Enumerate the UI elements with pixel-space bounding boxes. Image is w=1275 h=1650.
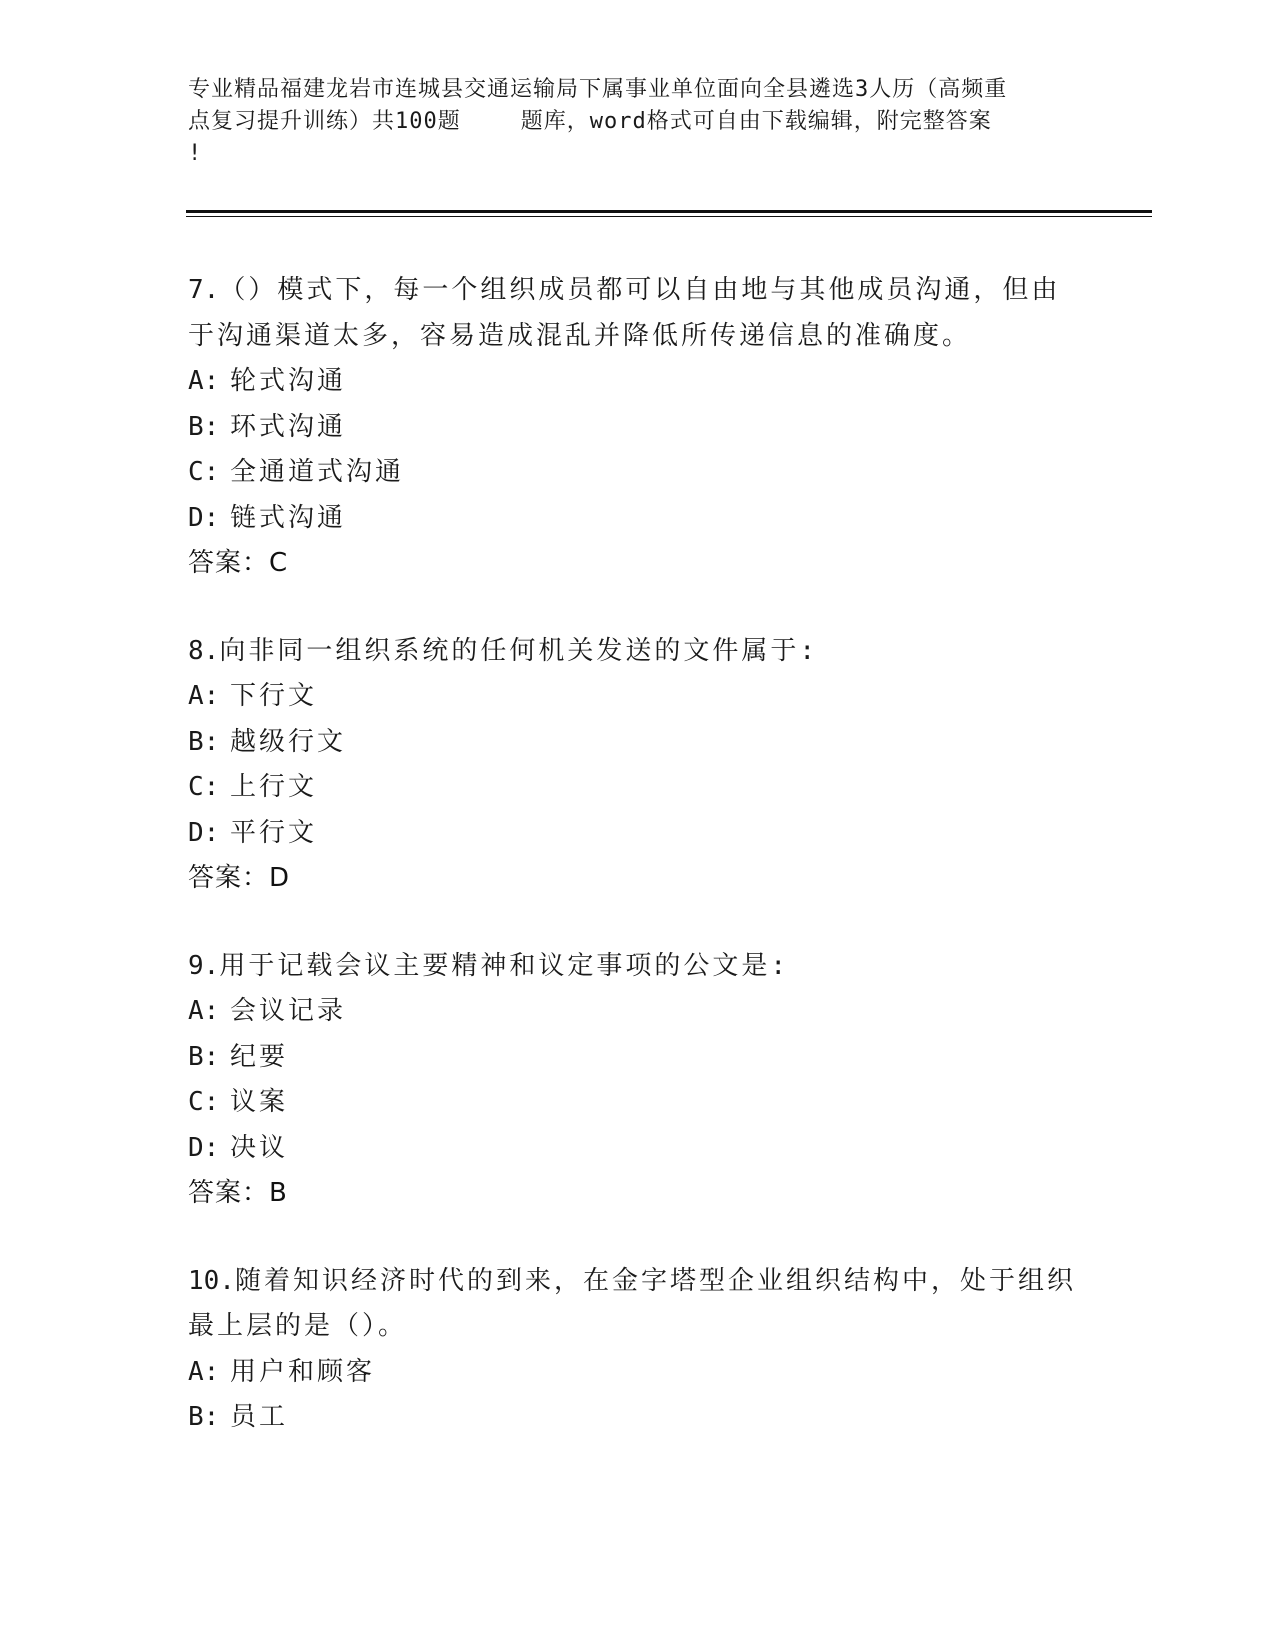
option-key: A: bbox=[188, 996, 220, 1026]
answer-line: 答案：D bbox=[188, 863, 291, 893]
option-text: 链式沟通 bbox=[230, 502, 347, 533]
option-c bbox=[188, 450, 1088, 496]
question-stem-text: 随着知识经济时代的到来，在金字塔型企业组织结构中，处于组织 bbox=[234, 1265, 1076, 1296]
option-key: A: bbox=[188, 681, 220, 711]
option-text: 平行文 bbox=[230, 817, 318, 848]
option-a bbox=[188, 674, 1088, 720]
option-d bbox=[188, 1126, 1088, 1172]
option-text: 用户和顾客 bbox=[230, 1356, 376, 1387]
header-line-2 bbox=[188, 106, 1088, 138]
option-b bbox=[188, 405, 1088, 451]
option-text: 纪要 bbox=[230, 1041, 289, 1072]
option-text: 会议记录 bbox=[230, 996, 347, 1026]
option-b bbox=[188, 1395, 1088, 1441]
option-key: C: bbox=[188, 1087, 220, 1117]
question-10 bbox=[188, 1259, 1088, 1441]
option-text: 下行文 bbox=[230, 681, 318, 711]
option-text: 环式沟通 bbox=[230, 411, 347, 442]
option-key: C: bbox=[188, 772, 220, 802]
header-divider-thick bbox=[186, 210, 1152, 213]
option-key: D: bbox=[188, 817, 220, 848]
option-c bbox=[188, 765, 1088, 811]
header-line-1: 专业精品福建龙岩市连城县交通运输局下属事业单位面向全县遴选3人历（高频重 bbox=[188, 77, 1008, 102]
question-stem-line bbox=[188, 1259, 1088, 1305]
question-stem-line: 最上层的是（）。 bbox=[188, 1311, 408, 1341]
option-b bbox=[188, 1035, 1088, 1081]
question-7 bbox=[188, 268, 1088, 587]
option-b bbox=[188, 720, 1088, 766]
option-text: 决议 bbox=[230, 1132, 289, 1163]
question-9 bbox=[188, 944, 1088, 1217]
header-line-3: ! bbox=[188, 141, 203, 166]
question-number: 10. bbox=[188, 1265, 235, 1296]
option-a bbox=[188, 1350, 1088, 1396]
option-key: D: bbox=[188, 502, 220, 533]
option-d bbox=[188, 496, 1088, 542]
header-line-2-part-2: 题库，word格式可自由下载编辑，附完整答案 bbox=[520, 109, 992, 134]
question-number: 9. bbox=[188, 950, 220, 981]
option-a bbox=[188, 989, 1088, 1035]
option-key: B: bbox=[188, 1041, 220, 1072]
option-key: B: bbox=[188, 726, 220, 757]
option-text: 越级行文 bbox=[230, 726, 347, 757]
option-key: A: bbox=[188, 1356, 220, 1387]
option-key: B: bbox=[188, 1402, 220, 1432]
question-8 bbox=[188, 629, 1088, 902]
question-number: 8. bbox=[188, 635, 220, 666]
option-key: C: bbox=[188, 457, 220, 487]
option-text: 议案 bbox=[230, 1087, 289, 1117]
answer-line: 答案：B bbox=[188, 1178, 288, 1208]
answer-line: 答案：C bbox=[188, 548, 289, 578]
option-key: D: bbox=[188, 1132, 220, 1163]
question-stem-text: （）模式下，每一个组织成员都可以自由地与其他成员沟通，但由 bbox=[219, 275, 1061, 305]
option-c bbox=[188, 1080, 1088, 1126]
option-key: A: bbox=[188, 366, 220, 396]
question-stem-line: 于沟通渠道太多，容易造成混乱并降低所传递信息的准确度。 bbox=[188, 320, 972, 351]
question-number: 7. bbox=[188, 275, 220, 305]
option-text: 员工 bbox=[230, 1402, 289, 1432]
header-line-2-part-1: 点复习提升训练）共100题 bbox=[188, 109, 461, 134]
question-stem-line bbox=[188, 944, 1088, 990]
question-stem-text: 向非同一组织系统的任何机关发送的文件属于: bbox=[219, 635, 818, 666]
header-divider-thin bbox=[186, 216, 1152, 217]
option-text: 全通道式沟通 bbox=[230, 457, 405, 487]
option-a bbox=[188, 359, 1088, 405]
option-key: B: bbox=[188, 411, 220, 442]
document-header bbox=[188, 74, 1088, 170]
question-stem-line bbox=[188, 629, 1088, 675]
question-stem-line bbox=[188, 268, 1088, 314]
question-stem-text: 用于记载会议主要精神和议定事项的公文是: bbox=[219, 950, 789, 981]
question-list bbox=[188, 268, 1088, 1483]
option-text: 上行文 bbox=[230, 772, 318, 802]
option-text: 轮式沟通 bbox=[230, 366, 347, 396]
option-d bbox=[188, 811, 1088, 857]
